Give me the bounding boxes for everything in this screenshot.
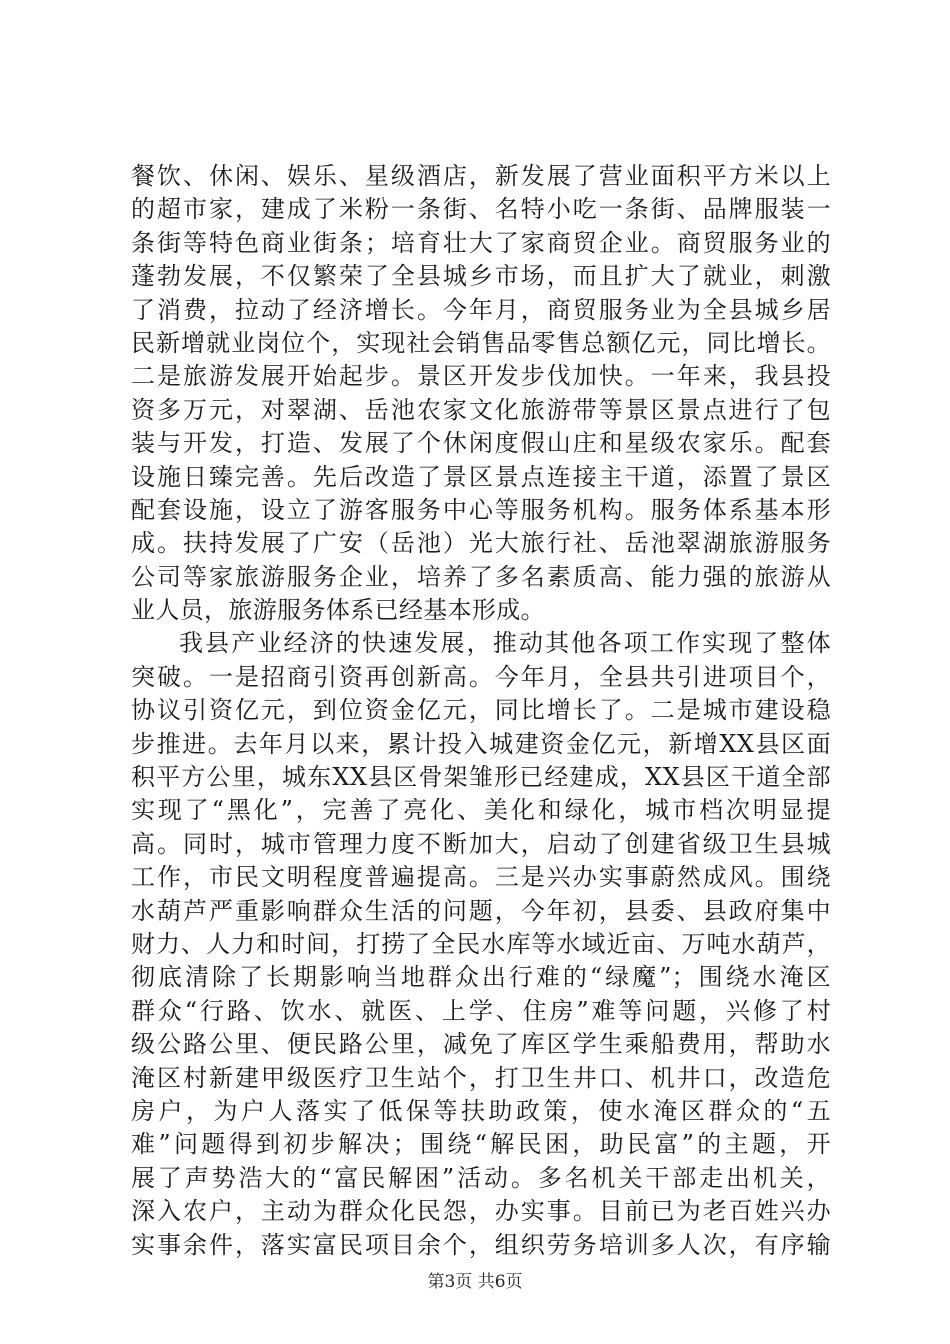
text-line: 财力、人力和时间，打捞了全民水库等水域近亩、万吨水葫芦， [131, 929, 831, 958]
text-line: 我县产业经济的快速发展，推动其他各项工作实现了整体 [179, 629, 831, 658]
text-line: 装与开发，打造、发展了个休闲度假山庄和星级农家乐。配套 [131, 429, 831, 458]
text-line: 级公路公里、便民路公里，减免了库区学生乘船费用，帮助水 [131, 1030, 831, 1059]
text-line: 水葫芦严重影响群众生活的问题，今年初，县委、县政府集中 [131, 896, 831, 925]
text-line: 实事余件，落实富民项目余个，组织劳务培训多人次，有序输 [131, 1230, 831, 1259]
text-line: 实现了“黑化”，完善了亮化、美化和绿化，城市档次明显提 [131, 796, 831, 825]
text-line: 设施日臻完善。先后改造了景区景点连接主干道，添置了景区 [131, 462, 831, 491]
text-line: 二是旅游发展开始起步。景区开发步伐加快。一年来，我县投 [131, 362, 831, 391]
text-line: 彻底清除了长期影响当地群众出行难的“绿魔”；围绕水淹区 [131, 963, 831, 992]
page-footer: 第3页 共6页 [427, 1272, 523, 1292]
text-line: 的超市家，建成了米粉一条街、名特小吃一条街、品牌服装一 [131, 195, 831, 224]
body-text [131, 160, 831, 1262]
text-line: 资多万元，对翠湖、岳池农家文化旅游带等景区景点进行了包 [131, 395, 831, 424]
text-line: 了消费，拉动了经济增长。今年月，商贸服务业为全县城乡居 [131, 295, 831, 324]
text-line: 难”问题得到初步解决；围绕“解民困，助民富”的主题，开 [131, 1130, 831, 1159]
text-line: 展了声势浩大的“富民解困”活动。多名机关干部走出机关， [131, 1163, 831, 1192]
text-line: 配套设施，设立了游客服务中心等服务机构。服务体系基本形 [131, 495, 831, 524]
text-line: 业人员，旅游服务体系已经基本形成。 [131, 596, 545, 625]
text-line: 民新增就业岗位个，实现社会销售品零售总额亿元，同比增长。 [131, 328, 831, 357]
text-line: 成。扶持发展了广安（岳池）光大旅行社、岳池翠湖旅游服务 [131, 529, 831, 558]
text-line: 深入农户，主动为群众化民怨，办实事。目前已为老百姓兴办 [131, 1197, 831, 1226]
text-line: 条街等特色商业街条；培育壮大了家商贸企业。商贸服务业的 [131, 228, 831, 257]
text-line: 突破。一是招商引资再创新高。今年月，全县共引进项目个， [131, 662, 831, 691]
text-line: 工作，市民文明程度普遍提高。三是兴办实事蔚然成风。围绕 [131, 863, 831, 892]
text-line: 群众“行路、饮水、就医、上学、住房”难等问题，兴修了村 [131, 996, 831, 1025]
text-line: 步推进。去年月以来，累计投入城建资金亿元，新增XX县区面 [131, 729, 831, 758]
text-line: 积平方公里，城东XX县区骨架雏形已经建成，XX县区干道全部 [131, 763, 831, 792]
text-line: 蓬勃发展，不仅繁荣了全县城乡市场，而且扩大了就业，刺激 [131, 262, 831, 291]
text-line: 公司等家旅游服务企业，培养了多名素质高、能力强的旅游从 [131, 562, 831, 591]
text-line: 高。同时，城市管理力度不断加大，启动了创建省级卫生县城 [131, 829, 831, 858]
text-line: 协议引资亿元，到位资金亿元，同比增长了。二是城市建设稳 [131, 696, 831, 725]
text-line: 房户，为户人落实了低保等扶助政策，使水淹区群众的“五 [131, 1096, 831, 1125]
text-line: 餐饮、休闲、娱乐、星级酒店，新发展了营业面积平方米以上 [131, 162, 831, 190]
text-line: 淹区村新建甲级医疗卫生站个，打卫生井口、机井口，改造危 [131, 1063, 831, 1092]
